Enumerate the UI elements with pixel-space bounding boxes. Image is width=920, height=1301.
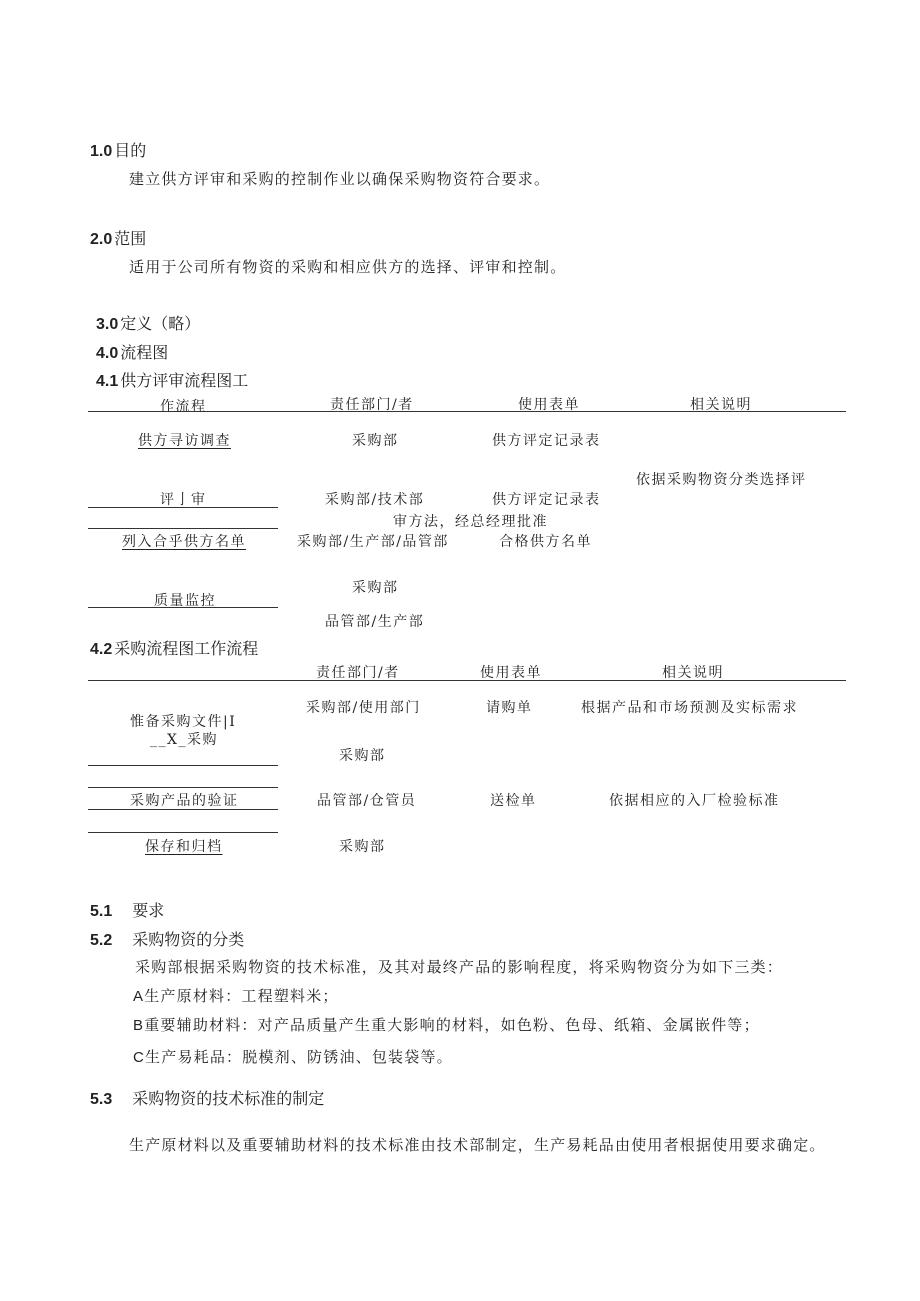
table2-header-dept: 责任部门/者 — [316, 665, 400, 681]
table2-dept-3: 品管部/仓管员 — [317, 793, 417, 809]
table2-dept-4: 采购部 — [339, 839, 386, 855]
table2-rule — [88, 832, 278, 833]
table1-dept-5: 品管部/生产部 — [325, 614, 425, 630]
section-5-2-heading: 5.2 采购物资的分类 — [90, 930, 245, 949]
table2-form-1: 请购单 — [486, 700, 533, 716]
table2-note-1: 根据产品和市场预测及实标需求 — [581, 700, 798, 716]
table2-step-1-line2: __X_采购 — [150, 732, 218, 748]
table2-rule — [88, 809, 278, 810]
table1-dept-4: 采购部 — [352, 580, 399, 596]
table2-step-3: 采购产品的验证 — [130, 793, 239, 809]
table1-dept-3: 采购部/生产部/品管部 — [297, 534, 449, 550]
table2-note-3: 依据相应的入厂检验标准 — [609, 793, 780, 809]
table2-rule — [88, 787, 278, 788]
table2-step-1-line1: 惟备采购文件|I — [130, 714, 237, 730]
table1-form-2: 供方评定记录表 — [492, 492, 601, 508]
table1-header-form: 使用表单 — [518, 397, 580, 413]
section-2-text: 适用于公司所有物资的采购和相应供方的选择、评审和控制。 — [129, 258, 567, 276]
section-4-2-heading: 4.2 采购流程图工作流程 — [90, 639, 259, 658]
table1-header-process: 作流程 — [160, 399, 207, 415]
section-2-heading: 2.0 范围 — [90, 229, 147, 248]
section-4-1-heading: 4.1 供方评审流程图工 — [96, 371, 249, 390]
section-5-3-text: 生产原材料以及重要辅助材料的技术标准由技术部制定，生产易耗品由使用者根据使用要求确定。 — [129, 1136, 826, 1154]
table1-header-note: 相关说明 — [690, 397, 752, 413]
table1-rule — [88, 607, 278, 608]
category-letter: A — [133, 988, 145, 1005]
table1-dept-1: 采购部 — [352, 433, 399, 449]
table1-step-1: 供方寻访调查 — [138, 433, 231, 449]
section-1-heading: 1.0 目的 — [90, 141, 147, 160]
category-item: A生产原材料：工程塑料米； — [133, 987, 339, 1005]
section-4-heading: 4.0 流程图 — [96, 343, 169, 362]
table2-header-form: 使用表单 — [480, 665, 542, 681]
table2-header-note: 相关说明 — [662, 665, 724, 681]
table1-step-2: 评亅审 — [160, 492, 207, 508]
section-3-heading: 3.0 定义（略） — [96, 314, 201, 333]
table2-form-3: 送检单 — [490, 793, 537, 809]
table1-step-4: 质量监控 — [154, 593, 216, 609]
table1-header-rule — [88, 411, 846, 412]
category-item: B重要辅助材料：对产品质量产生重大影响的材料，如色粉、色母、纸箱、金属嵌件等； — [133, 1016, 760, 1034]
table1-note-line1: 依据采购物资分类选择评 — [636, 472, 807, 488]
section-5-2-intro: 采购部根据采购物资的技术标准，及其对最终产品的影响程度，将采购物资分为如下三类： — [135, 958, 784, 976]
table1-rule — [88, 528, 278, 529]
section-5-1-heading: 5.1 要求 — [90, 901, 165, 920]
section-5-3-heading: 5.3 采购物资的技术标准的制定 — [90, 1089, 325, 1108]
table2-header-rule — [88, 680, 846, 681]
table1-note-line2: 审方法，经总经理批准 — [393, 514, 548, 530]
table1-form-1: 供方评定记录表 — [492, 433, 601, 449]
table1-step-3: 列入合乎供方名单 — [122, 534, 246, 550]
table1-dept-2: 采购部/技术部 — [325, 492, 425, 508]
table2-rule — [88, 765, 278, 766]
category-letter: C — [133, 1049, 146, 1066]
table2-dept-1: 采购部/使用部门 — [306, 700, 421, 716]
table1-rule — [88, 507, 278, 508]
category-item: C生产易耗品：脱模剂、防锈油、包装袋等。 — [133, 1048, 453, 1066]
section-1-text: 建立供方评审和采购的控制作业以确保采购物资符合要求。 — [129, 170, 551, 188]
table1-header-dept: 责任部门/者 — [330, 397, 414, 413]
table2-dept-2: 采购部 — [339, 748, 386, 764]
table2-step-4: 保存和归档 — [145, 839, 223, 855]
category-letter: B — [133, 1017, 145, 1034]
table1-form-3: 合格供方名单 — [499, 534, 592, 550]
